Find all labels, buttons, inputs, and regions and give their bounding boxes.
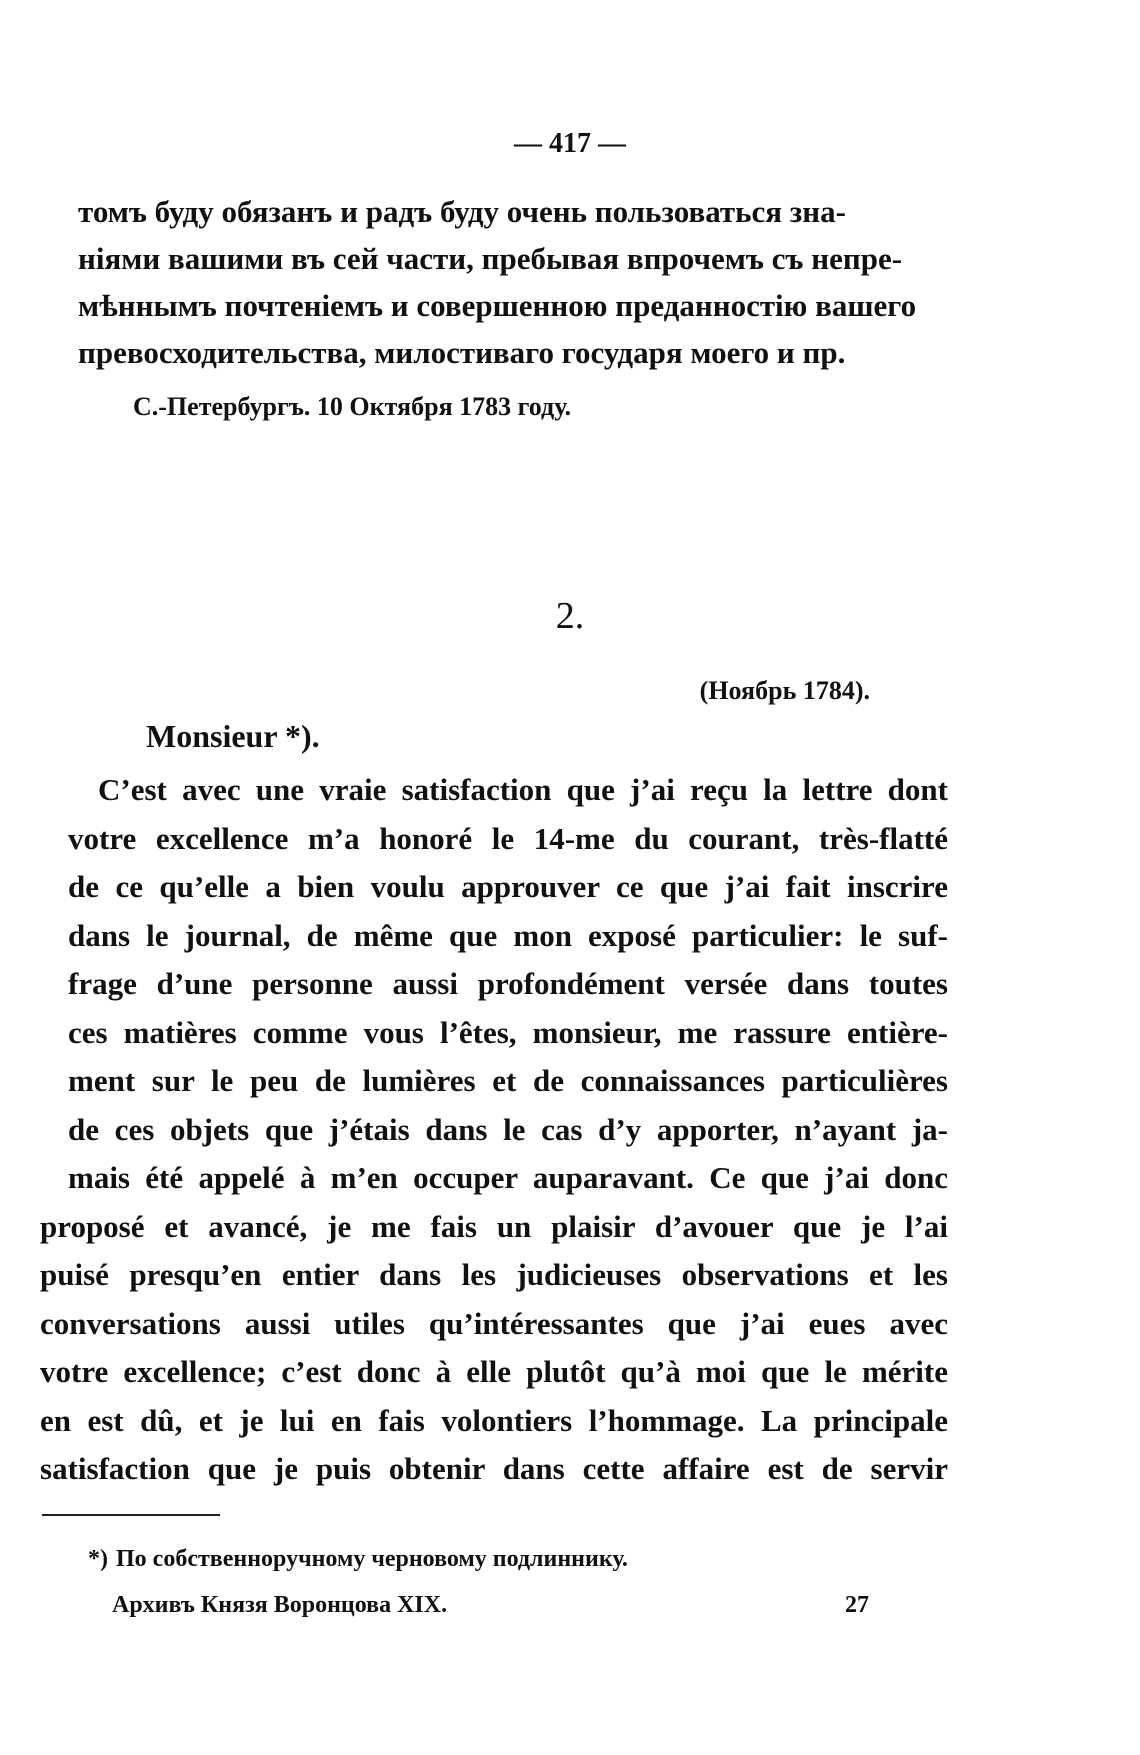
text-line: C’est avec une vraie satisfaction que j’ai reçu la lettre dont (98, 772, 948, 807)
text-line: conversations aussi utiles qu’intéressantes que j’ai eues avec (40, 1305, 948, 1341)
salutation: Monsieur *). (146, 718, 320, 754)
text-line: votre excellence; c’est donc à elle plutôt qu’à moi que le mérite (40, 1354, 948, 1389)
page-number: — 417 — (514, 128, 626, 159)
sheet-number: 27 (845, 1592, 869, 1618)
archive-title: Архивъ Князя Воронцова XIX. (112, 1592, 448, 1618)
footnote-mark: *) (88, 1546, 108, 1572)
footnote-rule (42, 1514, 220, 1516)
letter-body (40, 766, 948, 1494)
text-line: mais été appelé à m’en occuper auparavant. Ce que j’ai donc (68, 1160, 948, 1195)
text-line: ment sur le peu de lumières et de connaissances particulières (68, 1063, 948, 1098)
russian-paragraph (78, 188, 950, 376)
text-line: proposé et avancé, je me fais un plaisir d’avouer que je l’ai (40, 1208, 948, 1244)
text-line: de ce qu’elle a bien voulu approuver ce que j’ai fait inscrire (68, 869, 948, 904)
footnote-text: По собственноручному черновому подлиннику. (116, 1546, 628, 1572)
dateline: С.-Петербургъ. 10 Октября 1783 году. (133, 392, 572, 421)
text-line: satisfaction que je puis obtenir dans cette affaire est de servir (40, 1451, 948, 1486)
text-line: dans le journal, de même que mon exposé particulier: le suf- (68, 917, 948, 953)
text-line: en est dû, et je lui en fais volontiers l’hommage. La principale (40, 1402, 948, 1438)
text-line: томъ буду обязанъ и радъ буду очень пользоваться зна- (78, 194, 846, 229)
text-line: de ces objets que j’étais dans le cas d’y apporter, n’ayant ja- (68, 1111, 948, 1147)
letter-date: (Ноябрь 1784). (699, 676, 870, 705)
text-line: frage d’une personne aussi profondément versée dans toutes (68, 966, 948, 1001)
text-line: превосходительства, милостиваго государя моего и пр. (78, 335, 846, 370)
text-line: мѣннымъ почтеніемъ и совершенною преданностію вашего (78, 288, 917, 323)
letter-number: 2. (555, 595, 585, 637)
text-line: ніями вашими въ сей части, пребывая впрочемъ съ непре- (78, 241, 903, 276)
footnote (88, 1546, 628, 1573)
text-line: votre excellence m’a honoré le 14-me du courant, très-flatté (68, 820, 948, 856)
text-line: puisé presqu’en entier dans les judicieuses observations et les (40, 1257, 948, 1292)
text-line: ces matières comme vous l’êtes, monsieur, me rassure entière- (68, 1014, 948, 1050)
